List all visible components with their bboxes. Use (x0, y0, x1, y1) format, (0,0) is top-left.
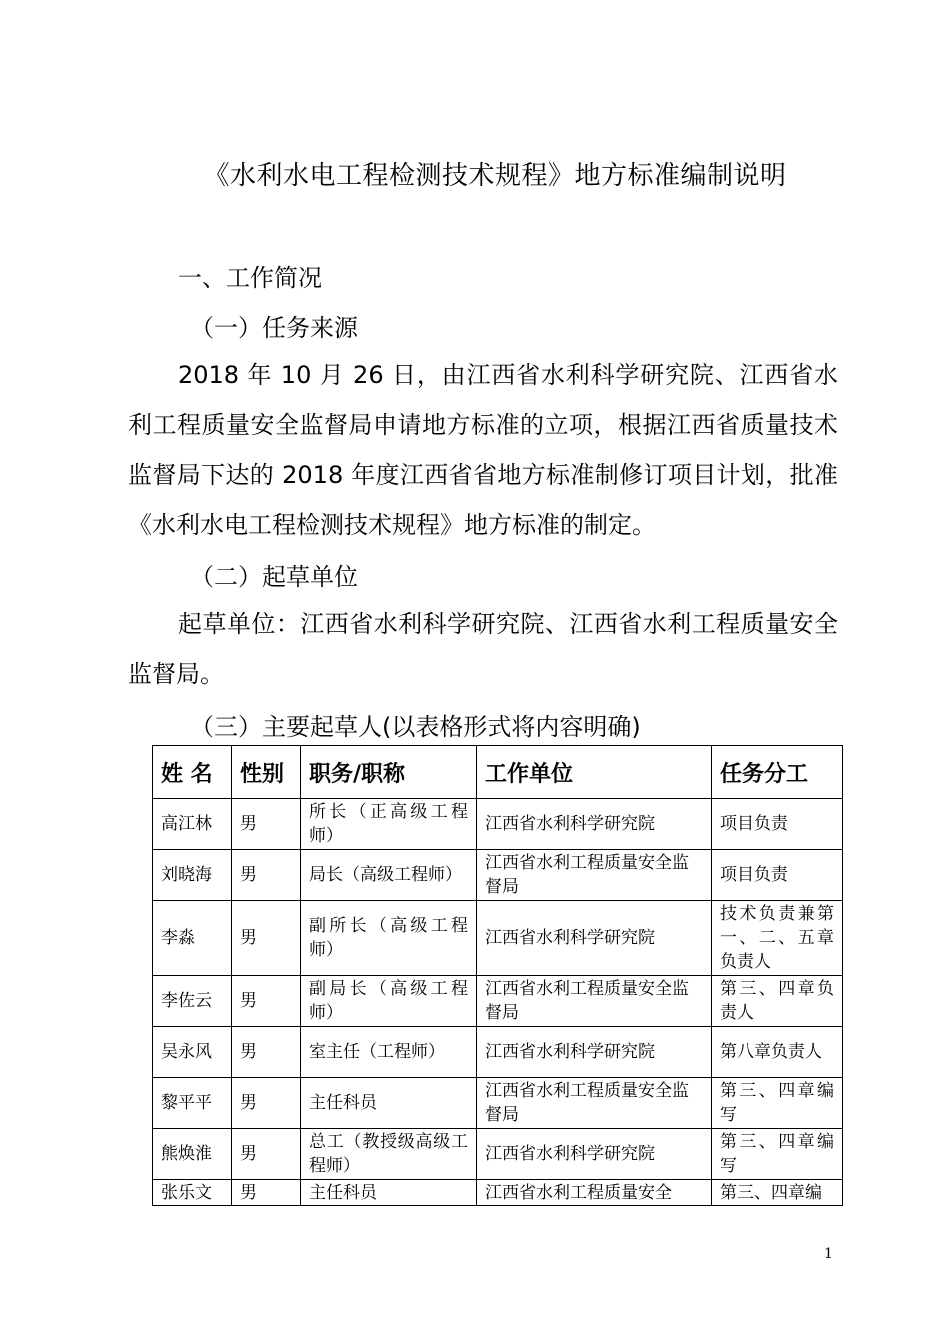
page-number: 1 (824, 1246, 833, 1262)
cell-name: 熊焕淮 (153, 1129, 232, 1180)
table-row (153, 1180, 843, 1206)
cell-title: 总工（教授级高级工程师） (301, 1129, 477, 1180)
subheading-task-source: （一）任务来源 (190, 314, 358, 342)
header-name: 姓 名 (153, 746, 232, 799)
cell-gender: 男 (232, 799, 301, 850)
cell-name: 高江林 (153, 799, 232, 850)
table-row (153, 1078, 843, 1129)
table-row (153, 799, 843, 850)
header-organization: 工作单位 (477, 746, 712, 799)
cell-task: 第八章负责人 (712, 1027, 843, 1078)
cell-organization: 江西省水利科学研究院 (477, 901, 712, 976)
subheading-drafting-unit: （二）起草单位 (190, 563, 358, 591)
cell-name: 刘晓海 (153, 850, 232, 901)
table-row (153, 901, 843, 976)
header-gender: 性别 (232, 746, 301, 799)
cell-gender: 男 (232, 1027, 301, 1078)
table-row (153, 1129, 843, 1180)
cell-title: 局长（高级工程师） (301, 850, 477, 901)
cell-title: 主任科员 (301, 1078, 477, 1129)
subheading-main-drafters: （三）主要起草人(以表格形式将内容明确) (190, 713, 641, 741)
cell-gender: 男 (232, 850, 301, 901)
cell-title: 副局长（高级工程师） (301, 976, 477, 1027)
cell-organization: 江西省水利科学研究院 (477, 799, 712, 850)
cell-organization: 江西省水利工程质量安全 (477, 1180, 712, 1206)
cell-task: 第三、四章编写 (712, 1078, 843, 1129)
cell-name: 黎平平 (153, 1078, 232, 1129)
cell-gender: 男 (232, 1129, 301, 1180)
cell-organization: 江西省水利科学研究院 (477, 1027, 712, 1078)
paragraph-drafting-unit: 起草单位：江西省水利科学研究院、江西省水利工程质量安全监督局。 (128, 610, 838, 688)
header-title: 职务/职称 (301, 746, 477, 799)
cell-name: 张乐文 (153, 1180, 232, 1206)
cell-task: 第三、四章编写 (712, 1129, 843, 1180)
cell-task: 项目负责 (712, 799, 843, 850)
cell-organization: 江西省水利工程质量安全监督局 (477, 850, 712, 901)
cell-name: 李佐云 (153, 976, 232, 1027)
cell-gender: 男 (232, 1078, 301, 1129)
cell-organization: 江西省水利工程质量安全监督局 (477, 976, 712, 1027)
cell-title: 主任科员 (301, 1180, 477, 1206)
section-heading-work-overview: 一、工作简况 (178, 264, 322, 292)
table-row (153, 1027, 843, 1078)
cell-title: 副所长（高级工程师） (301, 901, 477, 976)
cell-task: 项目负责 (712, 850, 843, 901)
cell-title: 室主任（工程师） (301, 1027, 477, 1078)
cell-name: 李淼 (153, 901, 232, 976)
header-task: 任务分工 (712, 746, 843, 799)
table-row (153, 976, 843, 1027)
cell-gender: 男 (232, 1180, 301, 1206)
table-header-row (153, 746, 843, 799)
cell-task: 第三、四章负责人 (712, 976, 843, 1027)
table-row (153, 850, 843, 901)
cell-task: 第三、四章编 (712, 1180, 843, 1206)
cell-organization: 江西省水利科学研究院 (477, 1129, 712, 1180)
cell-name: 吴永风 (153, 1027, 232, 1078)
paragraph-task-source: 2018 年 10 月 26 日，由江西省水利科学研究院、江西省水利工程质量安全监督局申请地方标准的立项，根据江西省质量技术监督局下达的 2018 年度江西省省地方标准制修订项目计划，批准《水利水电工程检测技术规程》地方标准的制定。 (128, 361, 838, 539)
drafters-table (152, 745, 843, 1206)
document-title: 《水利水电工程检测技术规程》地方标准编制说明 (203, 161, 787, 191)
cell-title: 所长（正高级工程师） (301, 799, 477, 850)
cell-organization: 江西省水利工程质量安全监督局 (477, 1078, 712, 1129)
cell-task: 技术负责兼第一、二、五章负责人 (712, 901, 843, 976)
cell-gender: 男 (232, 901, 301, 976)
cell-gender: 男 (232, 976, 301, 1027)
